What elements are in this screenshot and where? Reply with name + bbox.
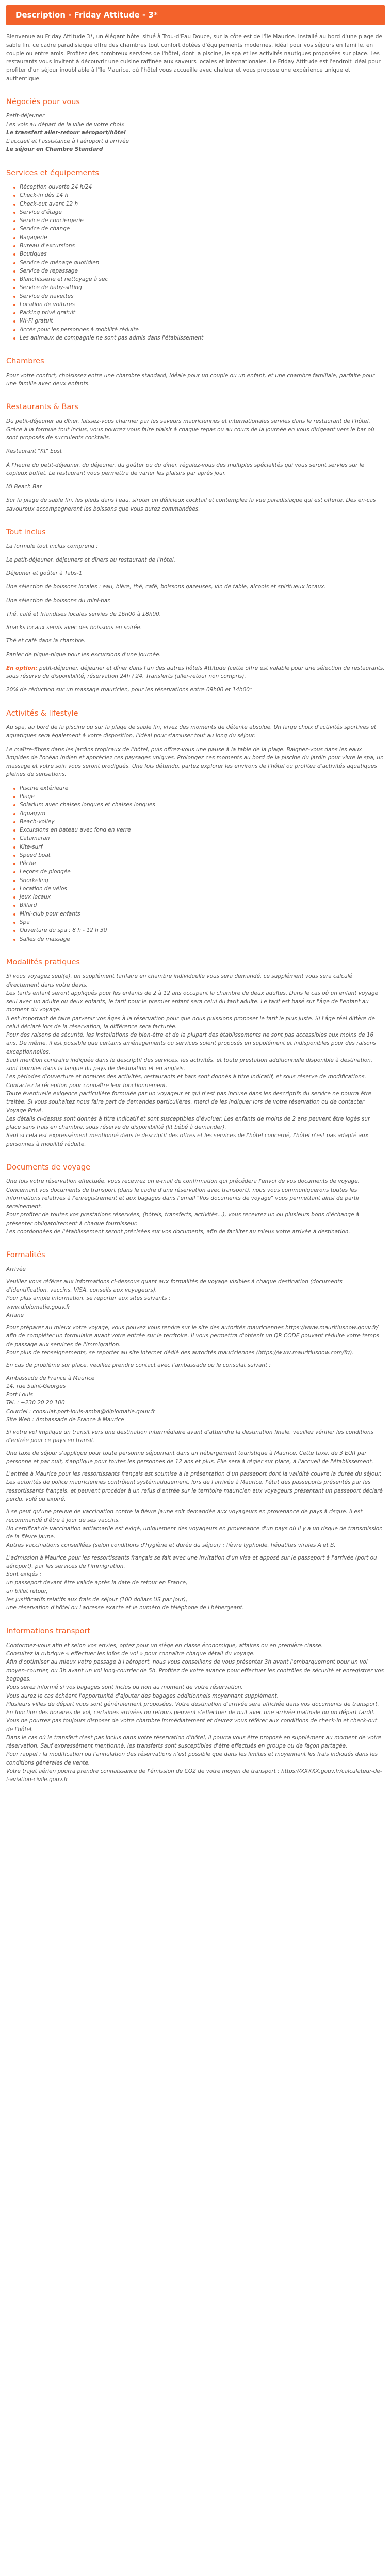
service-item: Service de conciergerie	[20, 216, 385, 225]
formalites-line: L'entrée à Maurice pour les ressortissants français est soumise à la présentation d'un passeport dont la validité couvre la durée du séjour. Les autorités de police mauriciennes contrôlent systématiquement, lors de l'arrivée à Maurice, l'état des passeports présentés par les ressortissants français, et peuvent procéder à un refus d'entrée sur le territoire mauricien aux voyageurs présentant un passeport déclaré perdu, volé ou expiré.	[6, 1471, 383, 1502]
service-item: Check-out avant 12 h	[20, 200, 385, 208]
activity-item: Kite-surf	[20, 843, 385, 851]
modalites-line: Sauf mention contraire indiquée dans le descriptif des services, les activités, et toute prestation additionnelle disponible à destination, sont fournies dans la langue du pays de destination et en anglais.	[6, 1057, 373, 1072]
documents-line: Une fois votre réservation effectuée, vous recevrez un e-mail de confirmation qui précédera l'envoi de vos documents de voyage.	[6, 1178, 360, 1185]
restaurants-paragraph: Du petit-déjeuner au dîner, laissez-vous charmer par les saveurs mauriciennes et internationales servies dans le restaurant de l'hôtel. Grâce à la formule tout inclus, vous pourrez vous faire plaisir à chaque repas ou au cours de la journée en vous dirigeant vers le bar où sont proposés de succulents cocktails.	[6, 418, 374, 442]
modalites-line: Les périodes d'ouverture et horaires des activités, restaurants et bars sont donnés à titre indicatif, et sous réserve de modifications. Contactez la réception pour connaître leur fonctionnement.	[6, 1074, 366, 1089]
transport-line: Dans le cas où le transfert n'est pas inclus dans votre réservation d'hôtel, il pourra vous être proposé en supplément au moment de votre réservation. Sauf expressément mentionné, les transferts sont susceptibles d'être effectués en groupe ou de façon partagée.	[6, 1734, 382, 1750]
activites-paragraph: Le maître-fibres dans les jardins tropicaux de l'hôtel, puis offrez-vous une pause à la table de la plage. Baignez-vous dans les eaux limpides de l'océan Indien et appréciez ces paysages uniques. Prolongez ces moments au bord de la piscine du jardin pour vivre le spa, un massage et votre soin vous seront prodigués. Une fois détendu, partez explorer les environs de l'hôtel ou profitez d'activités aquatiques pleines de sensations.	[6, 746, 384, 778]
formalites-line: Pour préparer au mieux votre voyage, vous pouvez vous rendre sur le site des autorités mauriciennes https://www.mauritiusnow.gouv.fr/ afin de compléter un formulaire avant votre entrée sur le territoire. Il vous permettra d'obtenir un QR CODE pouvant réduire votre temps de passage aux services de l'immigration.	[6, 1325, 380, 1348]
transport-line: En fonction des horaires de vol, certaines arrivées ou retours peuvent s'effectuer de nuit avec une arrivée matinale ou un départ tardif. Vous ne pourrez pas toujours disposer de votre chambre immédiatement et devrez vous référer aux conditions de check-in et check-out de l'hôtel.	[6, 1709, 377, 1733]
activites-list	[6, 784, 385, 943]
transport-line: Vous aurez le cas échéant l'opportunité d'ajouter des bagages additionnels moyennant supplément.	[6, 1692, 279, 1699]
activity-item: Jeux locaux	[20, 893, 385, 901]
service-item: Service de navettes	[20, 292, 385, 300]
service-item: Location de voitures	[20, 300, 385, 309]
restaurant-name: Restaurant "Kt" Eost	[6, 448, 62, 455]
documents-line: Concernant vos documents de transport (dans le cadre d'une réservation avec transport), nous vous communiquerons toutes les informations relatives à l'enregistrement et aux bagages dans l'email "Vos documents de voyage" vous permettant ainsi de partir sereinement.	[6, 1187, 360, 1210]
service-item: Service d'étage	[20, 208, 385, 216]
transport-lines	[6, 1641, 385, 1784]
formalites-line: Site Web : Ambassade de France à Maurice	[6, 1416, 124, 1423]
activity-item: Location de vélos	[20, 885, 385, 893]
service-item: Check-in dès 14 h	[20, 191, 385, 199]
formalites-line: 14, rue Saint-Georges	[6, 1383, 66, 1389]
transport-line: Plusieurs villes de départ vous sont généralement proposées. Votre destination d'arrivée sera affichée dans vos documents de transport.	[6, 1701, 379, 1707]
formalites-line: un passeport devant être valide après la date de retour en France,	[6, 1580, 188, 1586]
formalites-line: www.diplomatie.gouv.fr	[6, 1303, 70, 1310]
negocies-heading: Négociés pour vous	[6, 97, 80, 106]
formalites-line: Ariane	[6, 1312, 24, 1318]
activity-item: Billard	[20, 901, 385, 909]
activity-item: Leçons de plongée	[20, 868, 385, 876]
activity-item: Speed boat	[20, 851, 385, 859]
activites-heading: Activités & lifestyle	[6, 709, 78, 718]
tout-inclus-line: Le petit-déjeuner, déjeuners et dîners au restaurant de l'hôtel.	[6, 556, 176, 563]
activity-item: Excursions en bateau avec fond en verre	[20, 826, 385, 834]
formalites-line	[6, 1466, 385, 1470]
chambres-text: Pour votre confort, choisissez entre une chambre standard, idéale pour un couple ou un enfant, et une chambre familiale, parfaite pour une famille avec deux enfants.	[6, 372, 375, 387]
modalites-line: Toute éventuelle exigence particulière formulée par un voyageur et qui n'est pas incluse dans les descriptifs du service ne pourra être traitée. Si vous souhaitez nous faire part de demandes particulières, merci de les indiquer lors de votre réservation ou de contacter Voyage Privé.	[6, 1090, 372, 1114]
formalites-line	[6, 1319, 385, 1324]
documents-line: Les coordonnées de l'établissement seront précisées sur vos documents, afin de faciliter au mieux votre arrivée à destination.	[6, 1228, 350, 1235]
tout-inclus-heading: Tout inclus	[6, 528, 46, 537]
formalites-lines	[6, 1265, 385, 1613]
formalites-line: En cas de problème sur place, veuillez prendre contact avec l'ambassade ou le consulat suivant :	[6, 1362, 271, 1369]
formalites-line: L'admission à Maurice pour les ressortissants français se fait avec une invitation d'un visa et apposé sur le passeport à l'arrivée (port ou aéroport), par les services de l'immigration.	[6, 1554, 377, 1569]
formalites-line	[6, 1370, 385, 1374]
activity-item: Ouverture du spa : 8 h - 12 h 30	[20, 926, 385, 935]
transport-line: Pour rappel : la modification ou l'annulation des réservations n'est possible que dans les limites et moyennant les frais indiqués dans les conditions générales de vente.	[6, 1751, 378, 1766]
activity-item: Snorkeling	[20, 876, 385, 885]
formalites-line	[6, 1503, 385, 1507]
tout-inclus-line: Thé et café dans la chambre.	[6, 638, 86, 645]
tout-inclus-last: 20% de réduction sur un massage mauricien, pour les réservations entre 09h00 et 14h00*	[6, 687, 253, 693]
negocies-item: L'accueil et l'assistance à l'aéroport d'arrivée	[6, 138, 129, 145]
formalites-line	[6, 1357, 385, 1361]
formalites-line: Sont exigés :	[6, 1571, 42, 1578]
activity-item: Aquagym	[20, 809, 385, 818]
formalites-line: Il se peut qu'une preuve de vaccination contre la fièvre jaune soit demandée aux voyageurs en provenance de pays à risque. Il est recommandé d'être à jour de ses vaccins.	[6, 1509, 363, 1523]
intro-paragraph: Bienvenue au Friday Attitude 3*, un élégant hôtel situé à Trou-d'Eau Douce, sur la côte est de l'île Maurice. Installé au bord d'une plage de sable fin, ce cadre paradisiaque offre des chambres tout confort dotées d'équipements modernes, idéal pour vos séjours en famille, en couple ou entre amis. Profitez des nombreux services de l'hôtel, dont la piscine, le spa et les activités nautiques proposées sur place. Les restaurants vous invitent à découvrir une cuisine raffinée aux saveurs locales et internationales. Le Friday Attitude est l'endroit idéal pour profiter d'un séjour inoubliable à l'île Maurice, où l'hôtel vous accueille avec chaleur et vous propose une expérience unique et authentique.	[6, 33, 382, 82]
services-list	[6, 183, 385, 342]
transport-line: Afin d'optimiser au mieux votre passage à l'aéroport, nous vous conseillons de vous présenter 3h avant l'embarquement pour un vol moyen-courrier, ou 3h avant un vol long-courrier de 5h. Profitez de votre avance pour effectuer les contrôles de sécurité et enregistrer vos bagages.	[6, 1659, 384, 1682]
formalites-line	[6, 1550, 385, 1554]
service-item: Bagagerie	[20, 233, 385, 242]
formalites-line: un billet retour,	[6, 1588, 48, 1595]
chambres-heading: Chambres	[6, 357, 44, 366]
service-item: Service de baby-sitting	[20, 283, 385, 292]
formalites-line: Port Louis	[6, 1392, 33, 1398]
tout-inclus-line: Thé, café et friandises locales servies de 16h00 à 18h00.	[6, 611, 161, 617]
tout-inclus-line: Panier de pique-nique pour les excursions d'une journée.	[6, 651, 161, 658]
transport-line: Consultez la rubrique « effectuer les infos de vol » pour connaître chaque détail du voyage.	[6, 1651, 255, 1657]
formalites-line: Pour plus ample information, se reporter aux sites suivants :	[6, 1295, 171, 1302]
modalites-line: Pour des raisons de sécurité, les installations de bien-être et de la plupart des établissements ne sont pas accessibles aux moins de 16 ans. De même, il est possible que certains aménagements ou services soient proposés en supplément et indisponibles pour des raisons exceptionnelles.	[6, 1032, 376, 1055]
modalites-line: Les tarifs enfant seront appliqués pour les enfants de 2 à 12 ans occupant la chambre de deux adultes. Dans le cas où un enfant voyage seul avec un adulte ou deux enfants, le tarif pour le premier enfant sera celui du tarif adulte. Le tarif est basé sur l'âge de l'enfant au moment du voyage.	[6, 990, 379, 1013]
formalites-line: Autres vaccinations conseillées (selon conditions d'hygiène et durée du séjour) : fièvre typhoïde, hépatites virales A et B.	[6, 1542, 336, 1549]
transport-line: Vous serez informé si vos bagages sont inclus ou non au moment de votre réservation.	[6, 1684, 243, 1691]
formalites-line: Pour plus de renseignements, se reporter au site internet dédié des autorités mauriciennes (https://www.mauritiusnow.com/fr/).	[6, 1350, 354, 1357]
service-item: Parking privé gratuit	[20, 309, 385, 317]
option-label: En option:	[6, 665, 38, 671]
activity-item: Beach-volley	[20, 818, 385, 826]
negocies-item: Les vols au départ de la ville de votre choix	[6, 121, 125, 128]
service-item: Réception ouverte 24 h/24	[20, 183, 385, 191]
transport-line: Votre trajet aérien pourra prendre connaissance de l'émission de CO2 de votre moyen de transport : https://XXXXX.gouv.fr/calculateur-de-l-aviation-civile.gouv.fr	[6, 1768, 382, 1783]
activity-item: Plage	[20, 792, 385, 801]
formalites-heading: Formalités	[6, 1251, 45, 1260]
modalites-line: Sauf si cela est expressément mentionné dans le descriptif des offres et les services de l'hôtel concerné, l'hôtel n'est pas adapté aux personnes à mobilité réduite.	[6, 1132, 369, 1147]
modalites-line: Il est important de faire parvenir vos âges à la réservation pour que nous puissions proposer le tarif le plus juste. Si l'âge réel diffère de celui déclaré lors de la réservation, la différence sera facturée.	[6, 1015, 375, 1030]
tout-inclus-option	[6, 664, 385, 681]
modalites-heading: Modalités pratiques	[6, 958, 80, 967]
formalites-line: une réservation d'hôtel ou l'adresse exacte et le numéro de téléphone de l'hébergeant.	[6, 1605, 245, 1612]
negocies-item: Le transfert aller-retour aéroport/hôtel	[6, 129, 126, 136]
formalites-line: les justificatifs relatifs aux frais de séjour (100 dollars US par jour),	[6, 1596, 188, 1603]
transport-line: Conformez-vous afin et selon vos envies, optez pour un siège en classe économique, affaires ou en première classe.	[6, 1642, 323, 1649]
activity-item: Salles de massage	[20, 935, 385, 943]
service-item: Service de ménage quotidien	[20, 259, 385, 267]
service-item: Service de change	[20, 225, 385, 233]
modalites-line: Si vous voyagez seul(e), un supplément tarifaire en chambre individuelle vous sera demandé, ce supplément vous sera calculé directement dans votre devis.	[6, 973, 352, 988]
formalites-line: Une taxe de séjour s'applique pour toute personne séjournant dans un hébergement touristique à Maurice. Cette taxe, de 3 EUR par personne et par nuit, s'applique pour toutes les personnes de 12 ans et plus. Elle sera à régler sur place, à l'accueil de l'établissement.	[6, 1450, 373, 1465]
service-item: Boutiques	[20, 250, 385, 258]
activity-item: Catamaran	[20, 834, 385, 842]
tout-inclus-line: Une sélection de boissons du mini-bar.	[6, 597, 111, 604]
services-heading: Services et équipements	[6, 168, 99, 177]
negocies-item: Petit-déjeuner	[6, 113, 45, 120]
activity-item: Pêche	[20, 859, 385, 868]
activity-item: Mini-club pour enfants	[20, 910, 385, 918]
service-item: Accès pour les personnes à mobilité réduite	[20, 326, 385, 334]
page-title: Description - Friday Attitude - 3*	[6, 5, 385, 25]
modalites-lines	[6, 972, 385, 1148]
documents-lines	[6, 1177, 385, 1236]
restaurants-heading: Restaurants & Bars	[6, 403, 78, 412]
formalites-line: Si votre vol implique un transit vers une destination intermédiaire avant d'atteindre la destination finale, veuillez vérifier les conditions d'entrée pour ce pays en transit.	[6, 1429, 374, 1444]
activity-item: Solarium avec chaises longues et chaises longues	[20, 801, 385, 809]
tout-inclus-line: Déjeuner et goûter à Tabs-1	[6, 570, 83, 577]
modalites-line: Les détails ci-dessus sont donnés à titre indicatif et sont susceptibles d'évoluer. Les enfants de moins de 2 ans peuvent être logés sur place sans frais en chambre, sous réserve de disponibilité (lit bébé à demander).	[6, 1115, 370, 1131]
tout-inclus-lines	[6, 542, 385, 658]
service-item: Bureau d'excursions	[20, 242, 385, 250]
tout-inclus-line: La formule tout inclus comprend :	[6, 543, 99, 550]
option-text: petit-déjeuner, déjeuner et dîner dans l'un des autres hôtels Attitude (cette offre est valable pour une sélection de restaurants, sous réserve de disponibilité, réservation 24h / 24. Transferts (aller-retour non compris).	[6, 665, 385, 680]
restaurants-paragraph: Sur la plage de sable fin, les pieds dans l'eau, siroter un délicieux cocktail et contemplez la vue paradisiaque qui est offerte. Des en-cas savoureux accompagneront les boissons que vous aurez commandées.	[6, 497, 376, 512]
activity-item: Spa	[20, 918, 385, 926]
formalites-line: Courriel : consulat.port-louis-amba@diplomatie.gouv.fr	[6, 1408, 155, 1415]
documents-line: Pour profiter de toutes vos prestations réservées, (hôtels, transferts, activités...), vous recevrez un ou plusieurs bons d'échange à présenter obligatoirement à chaque fournisseur.	[6, 1212, 360, 1227]
activites-paragraph: Au spa, au bord de la piscine ou sur la plage de sable fin, vivez des moments de détente absolue. Un large choix d'activités sportives et aquatiques sera également à votre disposition, l'idéal pour s'amuser tout au long du séjour.	[6, 724, 377, 739]
transport-heading: Informations transport	[6, 1627, 91, 1636]
formalites-line	[6, 1445, 385, 1449]
formalites-line: Veuillez vous référer aux informations ci-dessous quant aux formalités de voyage visibles à chaque destination (documents d'identification, vaccins, VISA, conseils aux voyageurs).	[6, 1278, 343, 1294]
service-item: Les animaux de compagnie ne sont pas admis dans l'établissement	[20, 334, 385, 342]
formalites-line	[6, 1274, 385, 1278]
service-item: Service de repassage	[20, 267, 385, 275]
service-item: Wi-Fi gratuit	[20, 317, 385, 325]
formalites-line: Un certificat de vaccination antiamarile est exigé, uniquement des voyageurs en provenance d'un pays où il y a un risque de transmission de la fièvre jaune.	[6, 1525, 383, 1540]
bar-name: Mi Beach Bar	[6, 484, 42, 490]
negocies-item: Le séjour en Chambre Standard	[6, 146, 103, 153]
tout-inclus-line: Snacks locaux servis avec des boissons en soirée.	[6, 624, 142, 631]
formalites-line: Arrivée	[6, 1266, 26, 1273]
tout-inclus-line: Une sélection de boissons locales : eau, bière, thé, café, boissons gazeuses, vin de table, alcools et spiritueux locaux.	[6, 584, 326, 590]
restaurants-paragraph: À l'heure du petit-déjeuner, du déjeuner, du goûter ou du dîner, régalez-vous des multiples spécialités qui vous seront servies sur le copieux buffet. Le restaurant vous permettra de varier les plaisirs par après jour.	[6, 462, 365, 477]
formalites-line	[6, 1424, 385, 1428]
negocies-list	[6, 112, 385, 154]
documents-heading: Documents de voyage	[6, 1163, 91, 1172]
formalites-line: Ambassade de France à Maurice	[6, 1375, 95, 1381]
formalites-line: Tél. : +230 20 20 100	[6, 1400, 65, 1406]
activity-item: Piscine extérieure	[20, 784, 385, 792]
service-item: Blanchisserie et nettoyage à sec	[20, 275, 385, 283]
